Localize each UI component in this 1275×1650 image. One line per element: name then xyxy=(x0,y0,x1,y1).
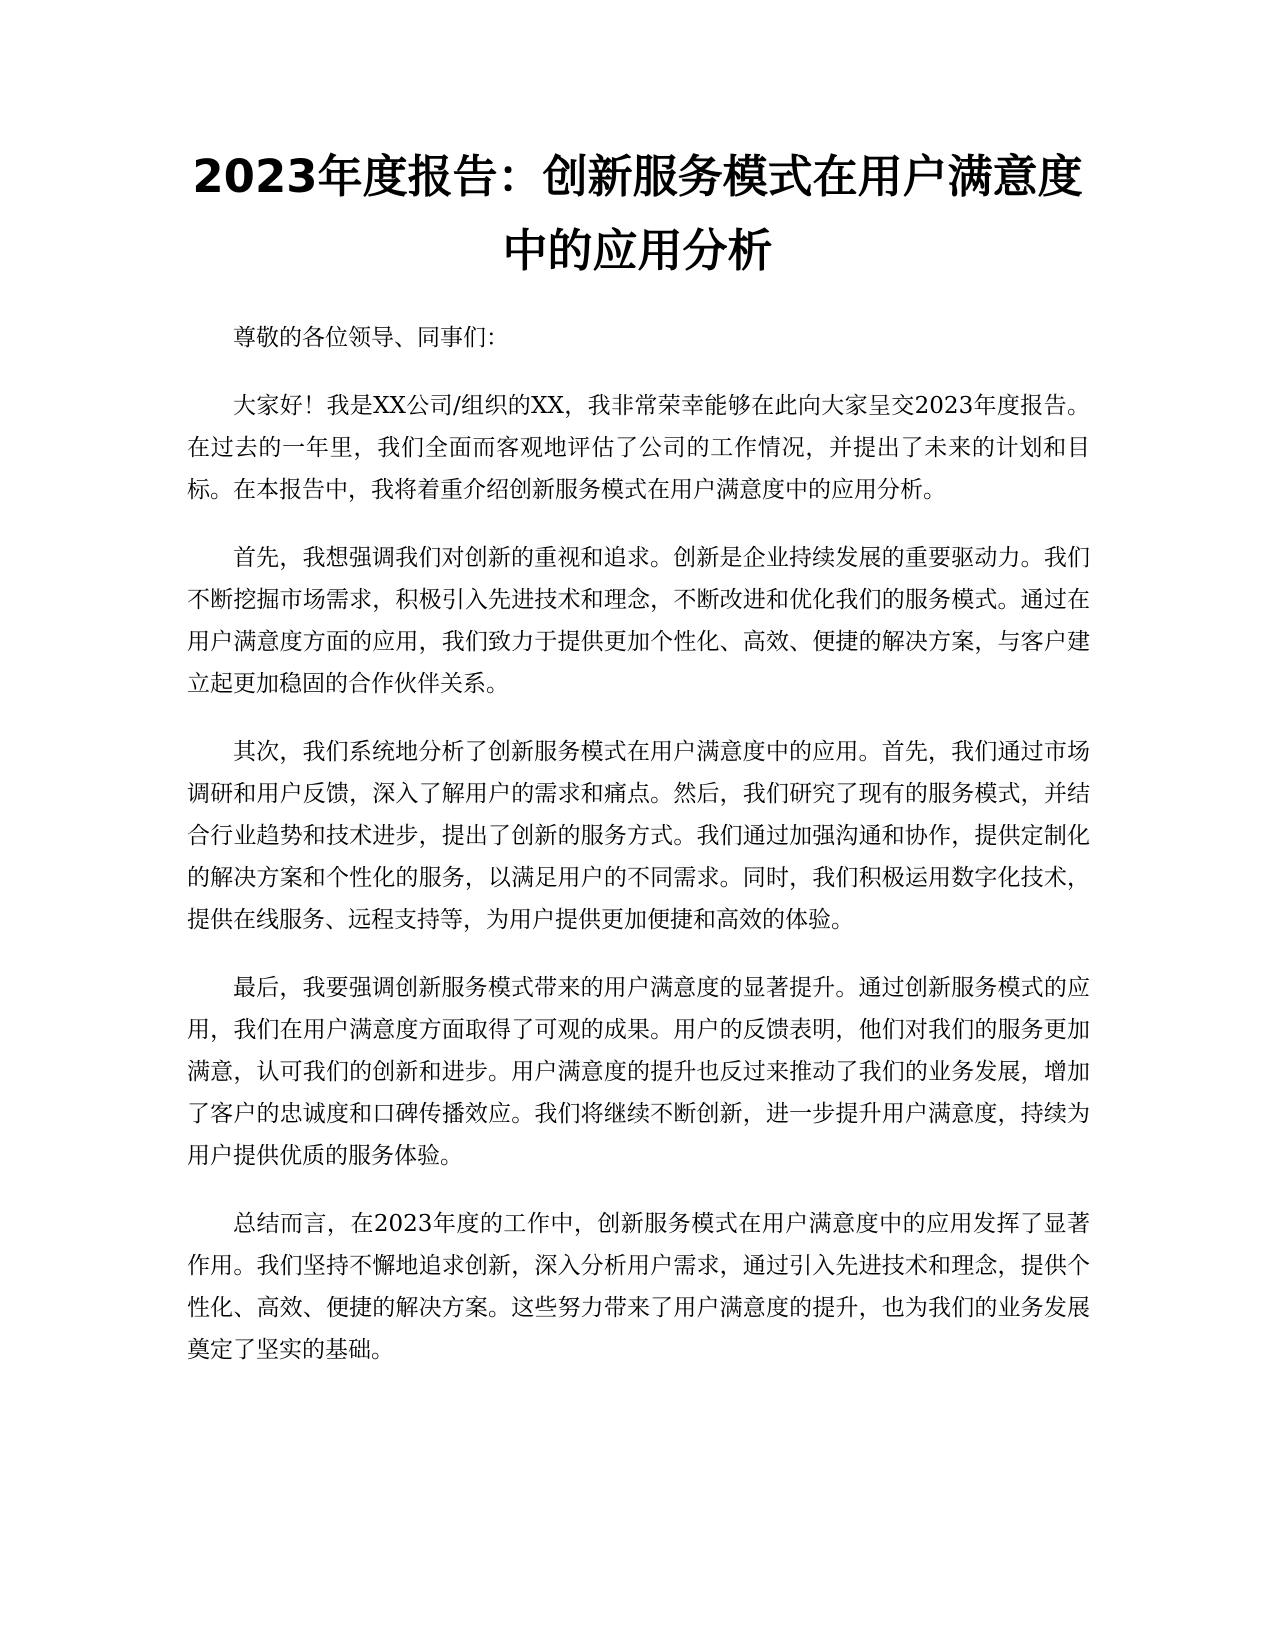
document-title: 2023年度报告：创新服务模式在用户满意度中的应用分析 xyxy=(192,150,1083,277)
paragraph: 大家好！我是XX公司/组织的XX，我非常荣幸能够在此向大家呈交2023年度报告。在过去的一年里，我们全面而客观地评估了公司的工作情况，并提出了未来的计划和目标。在本报告中，我将着重介绍创新服务模式在用户满意度中的应用分析。 xyxy=(187,393,1090,503)
document-body xyxy=(187,317,1090,1397)
paragraph: 总结而言，在2023年度的工作中，创新服务模式在用户满意度中的应用发挥了显著作用。我们坚持不懈地追求创新，深入分析用户需求，通过引入先进技术和理念，提供个性化、高效、便捷的解决方案。这些努力带来了用户满意度的提升，也为我们的业务发展奠定了坚实的基础。 xyxy=(187,1211,1090,1363)
paragraph: 首先，我想强调我们对创新的重视和追求。创新是企业持续发展的重要驱动力。我们不断挖掘市场需求，积极引入先进技术和理念，不断改进和优化我们的服务模式。通过在用户满意度方面的应用，我们致力于提供更加个性化、高效、便捷的解决方案，与客户建立起更加稳固的合作伙伴关系。 xyxy=(187,545,1090,697)
salutation: 尊敬的各位领导、同事们： xyxy=(233,325,509,351)
paragraph: 其次，我们系统地分析了创新服务模式在用户满意度中的应用。首先，我们通过市场调研和用户反馈，深入了解用户的需求和痛点。然后，我们研究了现有的服务模式，并结合行业趋势和技术进步，提出了创新的服务方式。我们通过加强沟通和协作，提供定制化的解决方案和个性化的服务，以满足用户的不同需求。同时，我们积极运用数字化技术，提供在线服务、远程支持等，为用户提供更加便捷和高效的体验。 xyxy=(187,739,1090,933)
paragraph: 最后，我要强调创新服务模式带来的用户满意度的显著提升。通过创新服务模式的应用，我们在用户满意度方面取得了可观的成果。用户的反馈表明，他们对我们的服务更加满意，认可我们的创新和进步。用户满意度的提升也反过来推动了我们的业务发展，增加了客户的忠诚度和口碑传播效应。我们将继续不断创新，进一步提升用户满意度，持续为用户提供优质的服务体验。 xyxy=(187,975,1090,1169)
